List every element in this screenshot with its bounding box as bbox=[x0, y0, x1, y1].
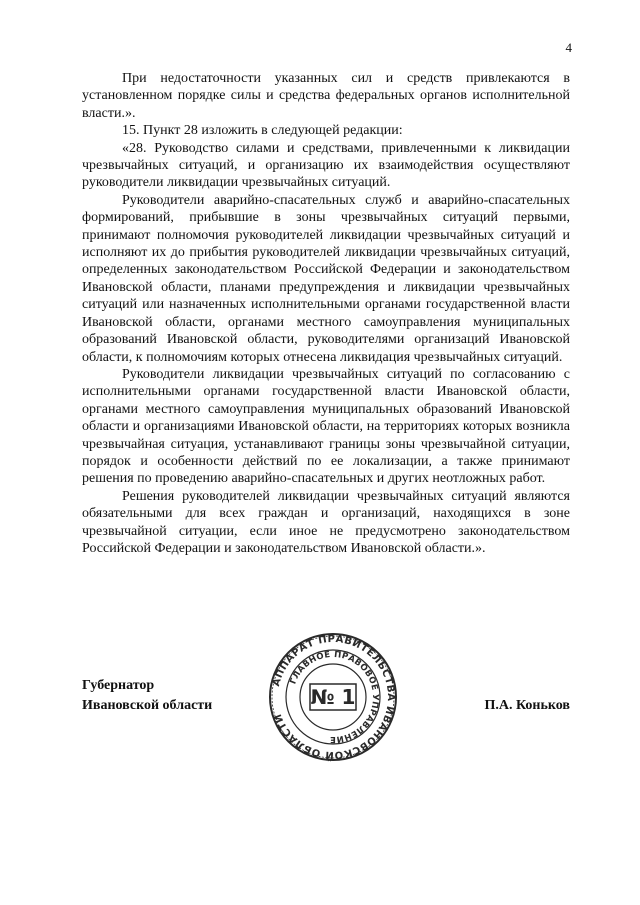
paragraph-2: 15. Пункт 28 изложить в следующей редакции: bbox=[122, 123, 403, 139]
paragraph-3: «28. Руководство силами и средствами, привлеченными к ликвидации чрезвычайных ситуаций, и организацию их взаимодействия осуществляют руководители ликвидации чрезвычайных ситуаций. bbox=[82, 140, 570, 191]
signatory-name: П.А. Коньков bbox=[484, 698, 570, 713]
signatory-title-line1: Губернатор bbox=[82, 678, 155, 693]
page-number: 4 bbox=[565, 40, 572, 55]
official-seal bbox=[268, 632, 398, 762]
paragraph-5: Руководители ликвидации чрезвычайных ситуаций по согласованию с исполнительными органами государственной власти Ивановской области, органами местного самоуправления муниципальных образований Ивановской области и организациями Ивановской области, на территориях которых возникла чрезвычайная ситуация, устанавливают границы зоны чрезвычайной ситуации, порядок и особенности действий по ее локализации, а также принимают решения по проведению аварийно-спасательных и других неотложных работ. bbox=[82, 366, 570, 487]
document-body bbox=[82, 70, 570, 557]
paragraph-6: Решения руководителей ликвидации чрезвычайных ситуаций являются обязательными для всех граждан и организаций, находящихся в зоне чрезвычайной ситуации, если иное не предусмотрено законодательством Российской Федерации и законодательством Ивановской области.». bbox=[82, 488, 570, 556]
paragraph-4: Руководители аварийно-спасательных служб и аварийно-спасательных формирований, прибывшие в зоны чрезвычайных ситуаций первыми, принимают полномочия руководителей ликвидации чрезвычайных ситуаций и исполняют их до прибытия руководителей ликвидации чрезвычайных ситуаций, определенных законодательством Российской Федерации и законодательством Ивановской области, планами предупреждения и ликвидации чрезвычайных ситуаций или назначенных исполнительными органами государственной власти Ивановской области, органами местного самоуправления муниципальных образований Ивановской области, руководителями организаций Ивановской области, к полномочиям которых отнесена ликвидация чрезвычайных ситуаций. bbox=[82, 192, 570, 365]
seal-outer-text: АППАРАТ ПРАВИТЕЛЬСТВА ИВАНОВСКОЙ ОБЛАСТИ bbox=[271, 633, 397, 761]
seal-number: № 1 bbox=[310, 685, 356, 709]
seal-inner-text: ГЛАВНОЕ ПРАВОВОЕ УПРАВЛЕНИЕ bbox=[288, 649, 381, 745]
paragraph-1: При недостаточности указанных сил и средств привлекаются в установленном порядке силы и средства федеральных органов исполнительной власти.». bbox=[82, 71, 570, 121]
signatory-title-line2: Ивановской области bbox=[82, 698, 213, 713]
signatory-title bbox=[82, 676, 212, 716]
